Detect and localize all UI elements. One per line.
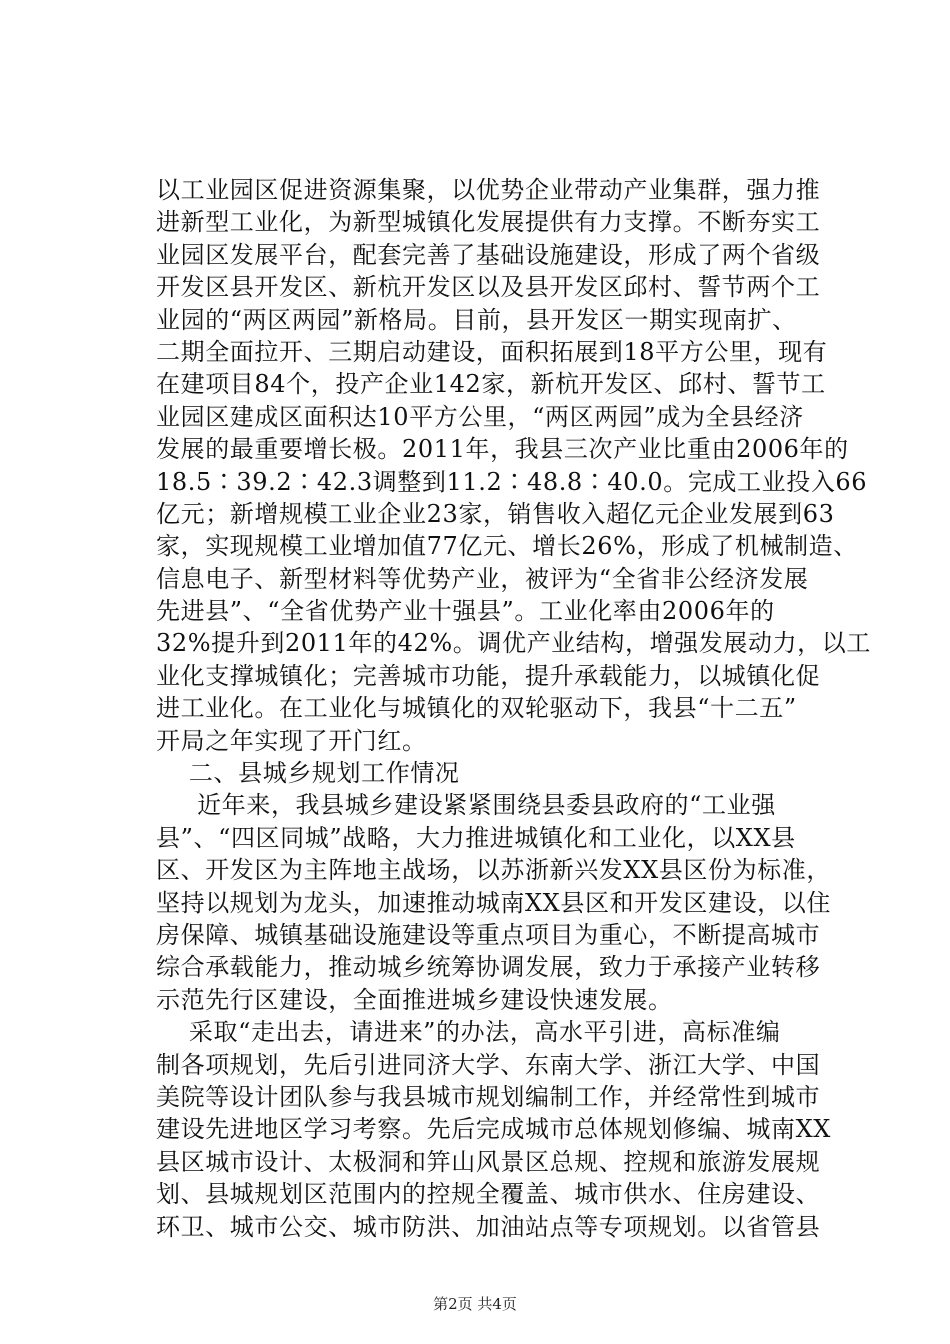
text-line: 开局之年实现了开门红。: [156, 726, 427, 755]
text-line: 在建项目84个，投产企业142家，新杭开发区、邱村、誓节工: [156, 370, 826, 399]
text-line: 采取“走出去，请进来”的办法，高水平引进，高标准编: [156, 1018, 781, 1047]
text-line: 发展的最重要增长极。2011年，我县三次产业比重由2006年的: [156, 435, 849, 464]
text-line: 制各项规划，先后引进同济大学、东南大学、浙江大学、中国: [156, 1050, 821, 1079]
text-line: 美院等设计团队参与我县城市规划编制工作，并经常性到城市: [156, 1082, 821, 1111]
text-line: 二期全面拉开、三期启动建设，面积拓展到18平方公里，现有: [156, 337, 828, 366]
text-line: 房保障、城镇基础设施建设等重点项目为重心，不断提高城市: [156, 920, 821, 949]
page-footer: [0, 1294, 950, 1314]
text-line: 近年来，我县城乡建设紧紧围绕县委县政府的“工业强: [156, 791, 776, 820]
text-line: 建设先进地区学习考察。先后完成城市总体规划修编、城南XX: [156, 1115, 831, 1144]
text-line: 以工业园区促进资源集聚，以优势企业带动产业集群，强力推: [156, 176, 821, 204]
text-line: 业化支撑城镇化；完善城市功能，提升承载能力，以城镇化促: [156, 661, 821, 690]
text-line: 先进县”、“全省优势产业十强县”。工业化率由2006年的: [156, 597, 775, 626]
text-line: 示范先行区建设，全面推进城乡建设快速发展。: [156, 985, 673, 1014]
text-line: 综合承载能力，推动城乡统筹协调发展，致力于承接产业转移: [156, 953, 821, 982]
text-line: 信息电子、新型材料等优势产业，被评为“全省非公经济发展: [156, 564, 809, 593]
text-line: 业园的“两区两园”新格局。目前，县开发区一期实现南扩、: [156, 305, 797, 334]
text-line: 业园区发展平台，配套完善了基础设施建设，形成了两个省级: [156, 240, 821, 269]
text-line: 划、县城规划区范围内的控规全覆盖、城市供水、住房建设、: [156, 1180, 821, 1209]
text-line: 县”、“四区同城”战略，大力推进城镇化和工业化，以XX县: [156, 823, 796, 852]
text-line: 家，实现规模工业增加值77亿元、增长26%，形成了机械制造、: [156, 532, 858, 561]
page-number: 第2页 共4页: [433, 1295, 517, 1313]
text-line: 环卫、城市公交、城市防洪、加油站点等专项规划。以省管县: [156, 1212, 821, 1241]
text-line: 亿元；新增规模工业企业23家，销售收入超亿元企业发展到63: [156, 499, 835, 528]
text-line: 32%提升到2011年的42%。调优产业结构，增强发展动力，以工: [156, 629, 871, 658]
text-line: 区、开发区为主阵地主战场，以苏浙新兴发XX县区份为标准，: [156, 856, 831, 885]
text-line: 开发区县开发区、新杭开发区以及县开发区邱村、誓节两个工: [156, 273, 821, 302]
text-line: 18.5∶39.2∶42.3调整到11.2∶48.8∶40.0。完成工业投入66: [156, 467, 868, 496]
text-line: 进新型工业化，为新型城镇化发展提供有力支撑。不断夯实工: [156, 208, 821, 237]
body-text: [156, 174, 871, 1243]
text-line: 县区城市设计、太极洞和笄山风景区总规、控规和旅游发展规: [156, 1147, 821, 1176]
text-line: 坚持以规划为龙头，加速推动城南XX县区和开发区建设，以住: [156, 888, 831, 917]
section-heading: 二、县城乡规划工作情况: [156, 759, 460, 788]
text-line: 进工业化。在工业化与城镇化的双轮驱动下，我县“十二五”: [156, 694, 797, 723]
text-line: 业园区建成区面积达10平方公里，“两区两园”成为全县经济: [156, 402, 804, 431]
